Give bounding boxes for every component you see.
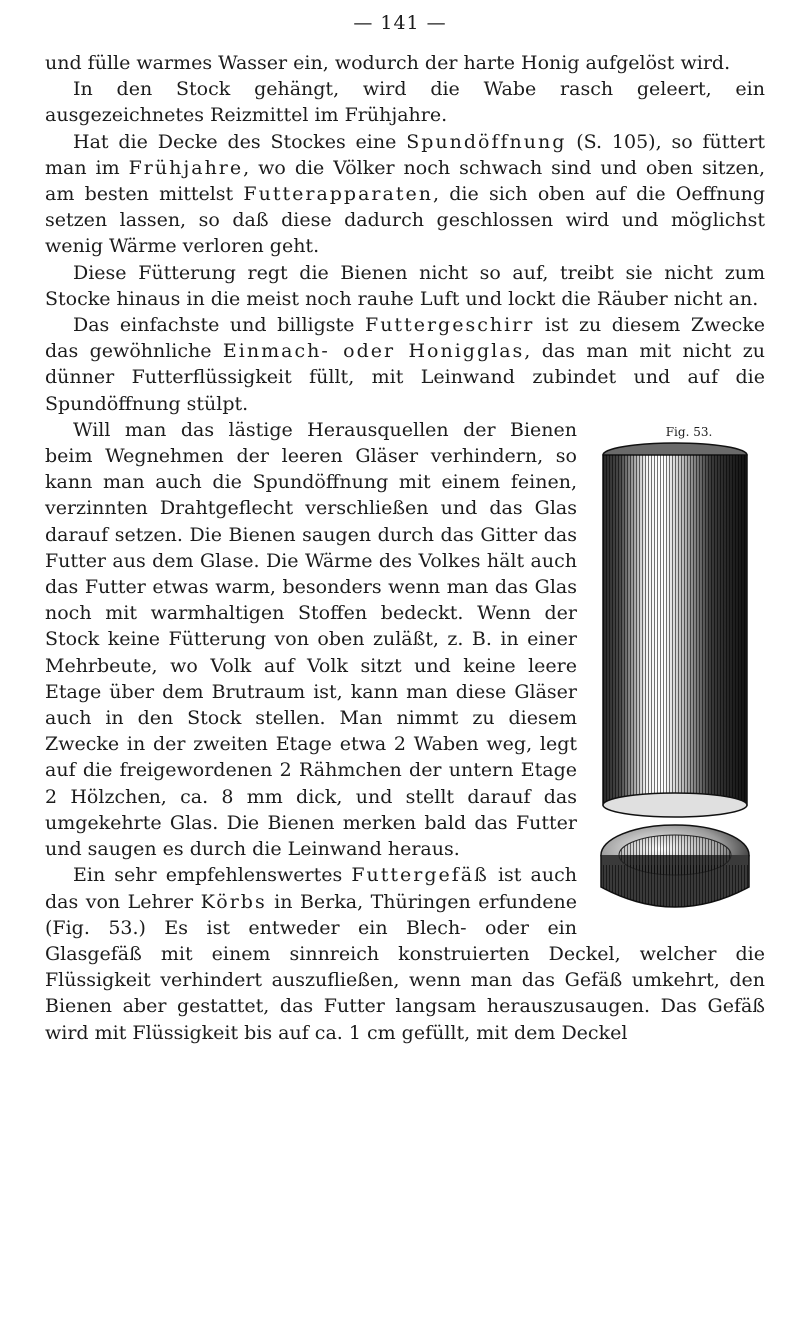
paragraph-6 — [45, 417, 765, 862]
p5-term-futtergeschirr: Futtergeschirr — [365, 314, 535, 337]
p7-text-mid: ist auch das von Lehrer — [45, 864, 577, 913]
p3-term-futterapparaten: Futterapparaten — [243, 183, 433, 206]
paragraph-5 — [45, 312, 765, 417]
p3-text-mid: (S. 105), so füttert man im — [45, 130, 766, 179]
figure-53 — [585, 417, 765, 937]
p3-term-spundoeffnung: Spundöffnung — [406, 130, 567, 153]
paragraph-4: Diese Fütterung regt die Bienen nicht so auf, treibt sie nicht zum Stocke hinaus in die meist noch rauhe Luft und lockt die Räuber nicht an. — [45, 261, 765, 310]
p7-text-after: in Berka, Thüringen erfundene (Fig. 53.) Es ist entweder ein Blech- oder ein Glasgefäß mit einem sinnreich konstruierten Deckel, welcher die Flüssigkeit verhindert auszufließen, wenn man das Gefäß umkehrt, den Bienen aber gestattet, das Futter langsam herauszusaugen. Das Gefäß wird mit Flüssigkeit bis auf ca. 1 cm gefüllt, mit dem Deckel — [45, 890, 765, 1044]
paragraph-2: In den Stock gehängt, wird die Wabe rasch geleert, ein ausgezeichnetes Reizmittel im Frühjahre. — [45, 78, 765, 127]
p7-name-koerbs: Körbs — [200, 890, 267, 913]
feeder-jar-illustration — [585, 439, 765, 929]
p5-text-before: Das einfachste und billigste — [73, 314, 366, 337]
figure-caption: Fig. 53. — [665, 424, 713, 439]
p3-term-fruehjahre: Frühjahre — [128, 156, 244, 179]
p5-text-mid: ist zu diesem Zwecke das gewöhnliche — [45, 314, 765, 363]
paragraph-1: und fülle warmes Wasser ein, wodurch der harte Honig aufgelöst wird. — [45, 52, 731, 74]
paragraph-3 — [45, 129, 765, 260]
p7-text-before: Ein sehr empfehlenswertes — [73, 864, 352, 887]
p6-text: Will man das lästige Herausquellen der Bienen beim Wegnehmen der leeren Gläser verhindern, so kann man auch die Spundöffnung mit einem feinen, verzinnten Drahtgeflecht verschließen und das Glas darauf setzen. Die Bienen saugen durch das Gitter das Futter aus dem Glase. Die Wärme des Volkes hält auch das Futter etwas warm, besonders wenn man das Glas noch mit warmhaltigen Stoffen bedeckt. Wenn der Stock keine Fütterung von oben zuläßt, z. B. in einer Mehrbeute, wo Volk auf Volk sitzt und keine leere Etage über dem Brutraum ist, kann man diese Gläser auch in den Stock stellen. Man nimmt zu diesem Zwecke in der zweiten Etage etwa 2 Waben weg, legt auf die freigewordenen 2 Rähmchen der untern Etage 2 Hölzchen, ca. 8 mm dick, und stellt darauf das umgekehrte Glas. Die Bienen merken bald das Futter und saugen es durch die Leinwand heraus. — [45, 418, 577, 861]
p3-text-mid2: , wo die Völker noch schwach sind und oben sitzen, am besten mittelst — [45, 156, 765, 206]
p7-term-futtergefaess: Futtergefäß — [351, 864, 489, 887]
p5-term-honigglas: Einmach- oder Honigglas — [222, 340, 525, 363]
p3-text-after: , die sich oben auf die Oeffnung setzen lassen, so daß diese dadurch geschlossen wird und möglichst wenig Wärme verloren geht. — [45, 183, 765, 258]
body-text — [45, 50, 765, 1046]
page-number: — 141 — — [353, 12, 447, 34]
p3-text-before: Hat die Decke des Stockes eine — [73, 130, 407, 153]
p5-text-after: , das man mit nicht zu dünner Futterflüssigkeit füllt, mit Leinwand zubindet und auf die Spundöffnung stülpt. — [45, 340, 765, 415]
